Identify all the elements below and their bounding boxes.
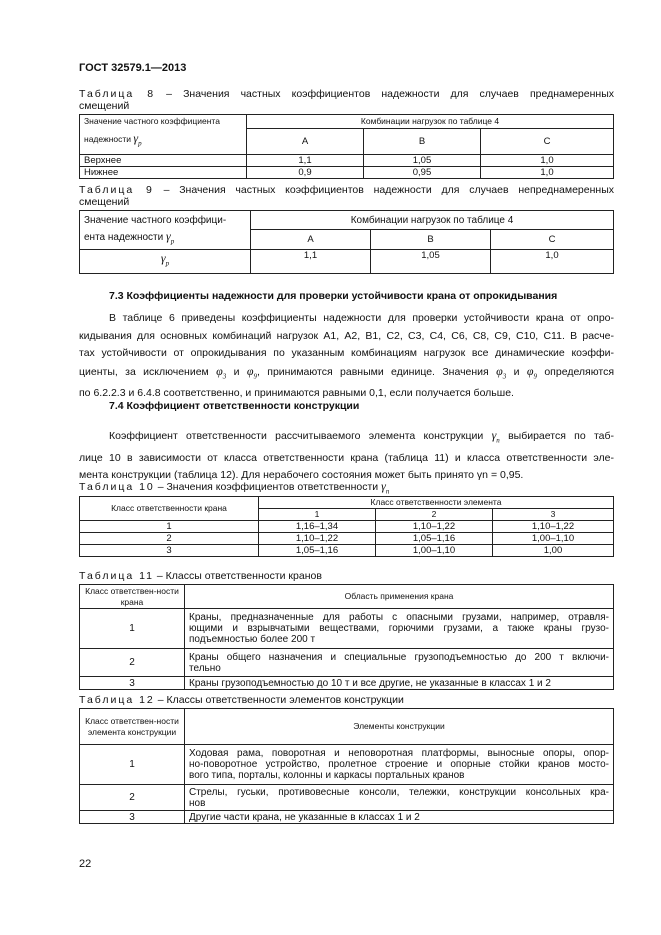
t12-header-elements: Элементы конструкции	[185, 709, 614, 745]
page-number: 22	[79, 858, 92, 870]
table-12	[79, 708, 614, 824]
phi9-symbol: $\varphi_9$	[246, 363, 258, 380]
table-8	[79, 114, 614, 179]
table-row: 3 Краны грузоподъемностью до 10 т и все другие, не указанные в классах 1 и 2	[80, 677, 614, 690]
gamma-p-symbol: $\gamma_p$	[165, 229, 175, 246]
table10-caption: Таблица 10 – Значения коэффициентов ответственности $\gamma_n$	[79, 479, 390, 496]
t9-header-combo: Комбинации нагрузок по таблице 4	[251, 211, 614, 230]
table-9	[79, 210, 614, 274]
table-row: 3 1,05–1,16 1,00–1,10 1,00	[80, 545, 614, 557]
table-row: 1 Краны, предназначенные для работы с опасными грузами, например, отравля- ющими и взрывчатыми веществами, горючими грузами, а также краны грузо- подъемностью более 200 т	[80, 609, 614, 649]
section-7-4-text: Коэффициент ответственности рассчитываемого элемента конструкции $\gamma_n$ выбирается по таб- лице 10 в зависимости от класса ответственности крана (таблица 11) и класса ответственности эле- мента конструкции (таблица 12). Для нерабочего состояния может быть принято γn = 0,95.	[79, 428, 615, 482]
table-row: 3 Другие части крана, не указанные в классах 1 и 2	[80, 811, 614, 824]
document-header: ГОСТ 32579.1—2013	[79, 62, 187, 74]
t8-col-a: А	[247, 129, 364, 155]
table12-caption: Таблица 12 – Классы ответственности элементов конструкции	[79, 694, 404, 706]
t12-header-class: Класс ответствен-ности элемента конструкции	[80, 709, 185, 745]
section-7-3-text: В таблице 6 приведены коэффициенты надежности для проверки устойчивости крана от опро- кидывания для основных комбинаций нагрузок А1, А2, В1, С2, С3, С4, С6, С8, С9, С10, С11. В расче- тах устойчивости от опрокидывания по указанным комбинациям нагрузок все динамические коэффи- циенты, за исключением $\varphi_3$ и $\varphi_9$, принимаются равными единице. Значения $\varphi_3$ и $\varphi_9$ определяются по 6.2.2.3 и 6.4.8 соответственно, и принимаются равными 0,1, если получается больше.	[79, 312, 615, 400]
table8-caption: Таблица 8 – Значения частных коэффициентов надежности для случаев преднамеренных смещений	[79, 88, 614, 112]
t8-col-b: В	[364, 129, 481, 155]
section-7-4-title: 7.4 Коэффициент ответственности конструкции	[109, 400, 360, 412]
gamma-n-symbol: $\gamma_n$	[381, 479, 390, 496]
table-row: 1 1,16–1,34 1,10–1,22 1,10–1,22	[80, 521, 614, 533]
section-7-3-title: 7.3 Коэффициенты надежности для проверки устойчивости крана от опрокидывания	[109, 290, 558, 302]
t10-header-crane-class: Класс ответственности крана	[80, 497, 259, 521]
phi9-symbol: $\varphi_9$	[526, 363, 537, 380]
table-row: 2 Краны общего назначения и специальные грузоподъемностью до 200 т включи- тельно	[80, 649, 614, 677]
table-row: $\gamma_p$ 1,1 1,05 1,0	[80, 250, 614, 274]
table-10: Класс ответственности крана Класс ответственности элемента 1 2 3 1 1,16–1,34 1,10–1,22 1,10–1,22 2 1,10–1,22 1,05–1,16 1,00–1,10 3 1,05–1,16 1,00–1,10 1,00	[79, 496, 614, 557]
t9-col-a: А	[251, 230, 371, 250]
gamma-p-symbol: $\gamma_p$	[160, 251, 170, 268]
t9-header-param-2: ента надежности $\gamma_p$	[80, 230, 251, 250]
phi3-symbol: $\varphi_3$	[216, 363, 227, 380]
table-11	[79, 584, 614, 690]
t9-col-b: В	[371, 230, 491, 250]
gamma-n-symbol: $\gamma_n$	[491, 428, 500, 445]
table9-caption: Таблица 9 – Значения частных коэффициентов надежности для случаев непреднамеренных смещений	[79, 184, 614, 208]
t9-header-param: Значение частного коэффици-	[80, 211, 251, 230]
t11-header-area: Область применения крана	[185, 585, 614, 609]
t8-header-param-2: надежности $\gamma_p$	[80, 129, 247, 155]
table-row: 2 Стрелы, гуськи, противовесные консоли, тележки, конструкции консольных кра- нов	[80, 785, 614, 811]
table11-caption: Таблица 11 – Классы ответственности кранов	[79, 570, 322, 582]
t9-col-c: С	[491, 230, 614, 250]
phi3-symbol: $\varphi_3$	[496, 363, 507, 380]
t8-header-param: Значение частного коэффициента	[80, 115, 247, 129]
gamma-p-symbol: $\gamma_p$	[133, 131, 142, 148]
t8-header-combo: Комбинации нагрузок по таблице 4	[247, 115, 614, 129]
table-row: Нижнее 0,9 0,95 1,0	[80, 167, 614, 179]
t11-header-class: Класс ответствен-ности крана	[80, 585, 185, 609]
t10-header-element-class: Класс ответственности элемента	[259, 497, 614, 509]
table-row: Верхнее 1,1 1,05 1,0	[80, 155, 614, 167]
table-row: 1 Ходовая рама, поворотная и неповоротная платформы, выносные опоры, опор- но-поворотное устройство, пролетное строение и опорные стойки кранов мосто- вого типа, порталы, колонны и каркасы портальных кранов	[80, 745, 614, 785]
t8-col-c: С	[481, 129, 614, 155]
table-row: 2 1,10–1,22 1,05–1,16 1,00–1,10	[80, 533, 614, 545]
